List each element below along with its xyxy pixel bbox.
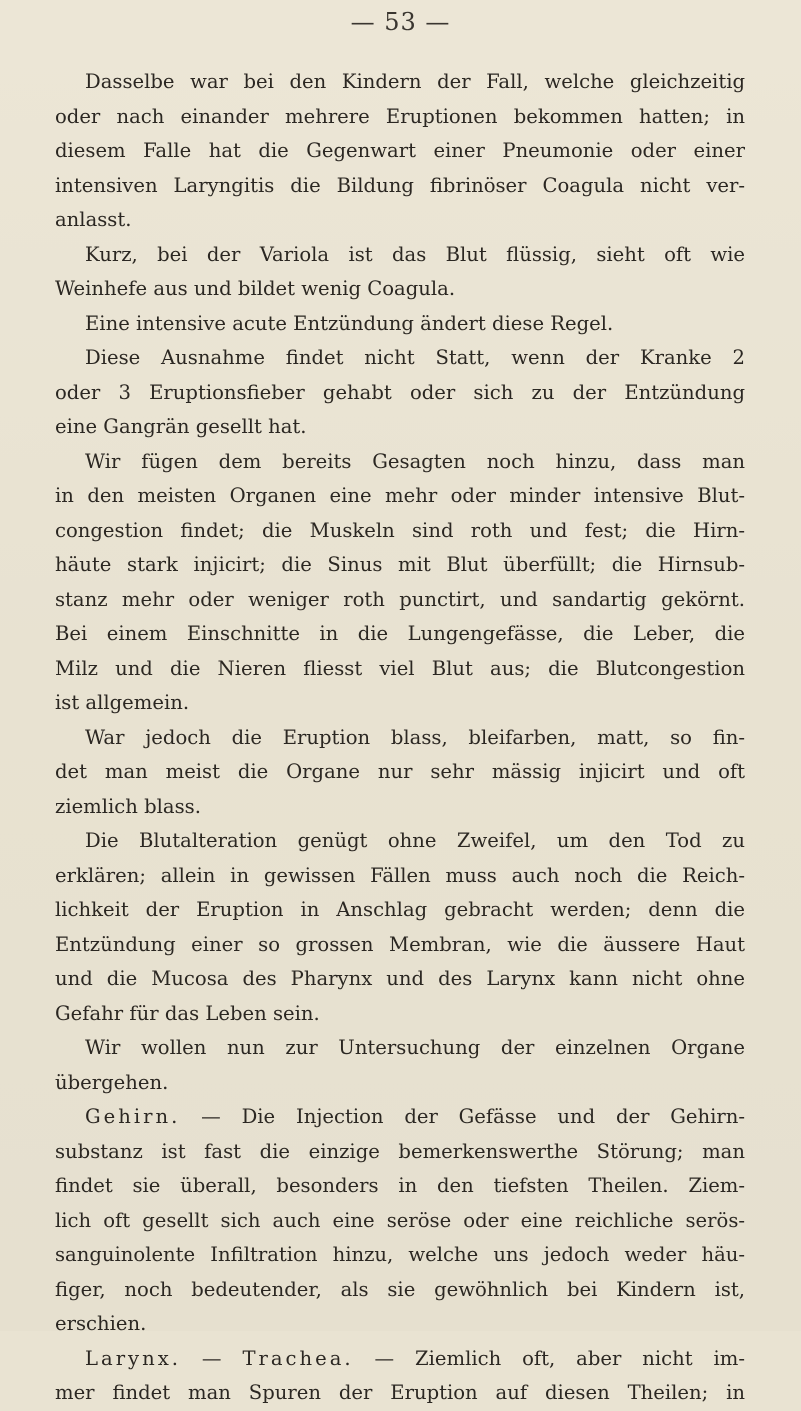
text-line: ist allgemein. (55, 691, 190, 714)
text-line: substanz ist fast die einzige bemerkenswerthe Störung; man (55, 1139, 745, 1163)
text-line: lich oft gesellt sich auch eine seröse oder eine reichliche serös- (55, 1208, 745, 1232)
text-line: det man meist die Organe nur sehr mässig injicirt und oft (55, 760, 745, 783)
body-text (55, 65, 745, 1411)
text-line: Die Blutalteration genügt ohne Zweifel, um den Tod zu (85, 829, 745, 852)
text-line: eine Gangrän gesellt hat. (55, 415, 307, 438)
text-line: findet sie überall, besonders in den tiefsten Theilen. Ziem- (55, 1174, 745, 1197)
text-line: ziemlich blass. (55, 794, 201, 818)
text-line: Gefahr für das Leben sein. (55, 1001, 320, 1025)
text-line: oder 3 Eruptionsfieber gehabt oder sich zu der Entzündung (55, 380, 745, 404)
text-line: sanguinolente Infiltration hinzu, welche uns jedoch weder häu- (55, 1243, 745, 1266)
text-line: Diese Ausnahme findet nicht Statt, wenn der Kranke 2 (85, 346, 745, 369)
text-line: stanz mehr oder weniger roth punctirt, und sandartig gekörnt. (55, 587, 745, 611)
text-line: Dasselbe war bei den Kindern der Fall, welche gleichzeitig (85, 70, 745, 93)
text-line: War jedoch die Eruption blass, bleifarben, matt, so fin- (85, 725, 745, 749)
text-line: lichkeit der Eruption in Anschlag gebracht werden; denn die (55, 898, 745, 921)
text-run: — Ziemlich oft, aber nicht im- (353, 1346, 745, 1370)
text-line: und die Mucosa des Pharynx und des Larynx kann nicht ohne (55, 967, 745, 990)
text-line: oder nach einander mehrere Eruptionen bekommen hatten; in (55, 104, 745, 128)
text-line: Entzündung einer so grossen Membran, wie die äussere Haut (55, 932, 745, 956)
text-line (55, 1342, 745, 1377)
text-line: Wir wollen nun zur Untersuchung der einzelnen Organe (85, 1036, 745, 1059)
section-heading-larynx: Larynx. (85, 1346, 182, 1370)
text-line: figer, noch bedeutender, als sie gewöhnlich bei Kindern ist, (55, 1277, 745, 1301)
text-line: erschien. (55, 1312, 147, 1335)
text-run: — (181, 1346, 243, 1370)
text-line: intensiven Laryngitis die Bildung fibrinöser Coagula nicht ver- (55, 173, 745, 197)
text-run: — Die Injection der Gefässe und der Gehirn- (180, 1105, 745, 1128)
page-number: — 53 — (350, 8, 451, 36)
text-line: Weinhefe aus und bildet wenig Coagula. (55, 277, 456, 300)
text-line: übergehen. (55, 1070, 169, 1094)
text-line: Milz und die Nieren fliesst viel Blut aus; die Blutcongestion (55, 656, 745, 680)
text-line: mer findet man Spuren der Eruption auf diesen Theilen; in (55, 1381, 745, 1404)
text-line: häute stark injicirt; die Sinus mit Blut überfüllt; die Hirnsub- (55, 553, 745, 576)
text-line: Eine intensive acute Entzündung ändert diese Regel. (85, 311, 614, 335)
text-line: erklären; allein in gewissen Fällen muss auch noch die Reich- (55, 863, 745, 887)
text-line: congestion findet; die Muskeln sind roth und fest; die Hirn- (55, 518, 745, 542)
text-line: anlasst. (55, 208, 132, 231)
text-line: Kurz, bei der Variola ist das Blut flüssig, sieht oft wie (85, 242, 745, 266)
section-heading-trachea: Trachea. (242, 1346, 354, 1370)
text-line (55, 1100, 745, 1135)
text-line: in den meisten Organen eine mehr oder minder intensive Blut- (55, 484, 745, 507)
text-line: Wir fügen dem bereits Gesagten noch hinzu, dass man (85, 449, 745, 473)
text-line: Bei einem Einschnitte in die Lungengefässe, die Leber, die (55, 622, 745, 645)
section-heading-gehirn: Gehirn. (85, 1105, 181, 1128)
text-line: diesem Falle hat die Gegenwart einer Pneumonie oder einer (55, 139, 745, 162)
